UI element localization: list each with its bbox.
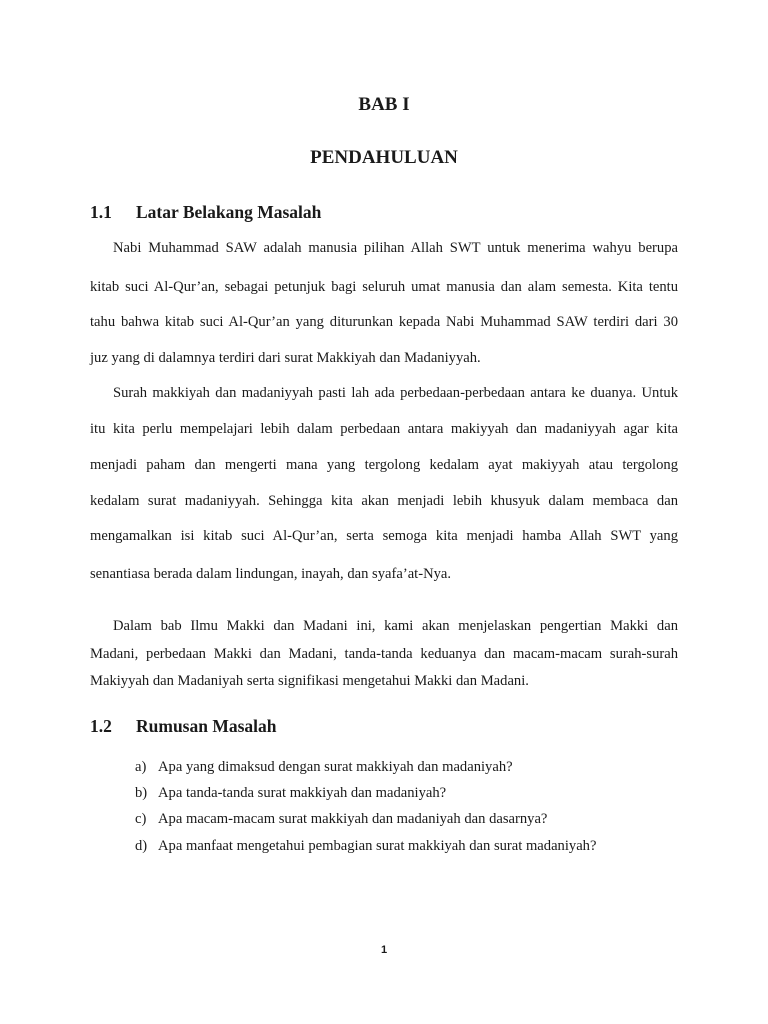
paragraph-line: menjadi paham dan mengerti mana yang tergolong kedalam ayat makiyyah atau tergolong — [90, 457, 678, 473]
paragraph-line: Makiyyah dan Madaniyah serta signifikasi mengetahui Makki dan Madani. — [90, 673, 529, 689]
paragraph-line: kedalam surat madaniyyah. Sehingga kita akan menjadi lebih khusyuk dalam membaca dan — [90, 493, 678, 509]
list-item — [135, 811, 547, 828]
list-marker: a) — [135, 759, 147, 775]
list-marker: d) — [135, 838, 148, 854]
section-heading-latar-belakang — [90, 202, 321, 223]
paragraph-line: mengamalkan isi kitab suci Al-Qur’an, serta semoga kita menjadi hamba Allah SWT yang — [90, 528, 678, 544]
chapter-number: BAB I — [358, 94, 410, 115]
list-text: Apa tanda-tanda surat makkiyah dan madaniyah? — [158, 785, 447, 801]
section-heading-rumusan-masalah — [90, 716, 277, 737]
paragraph-line: itu kita perlu mempelajari lebih dalam perbedaan antara makiyyah dan madaniyyah agar kita — [90, 421, 678, 437]
section-title: Latar Belakang Masalah — [136, 202, 322, 222]
list-text: Apa macam-macam surat makkiyah dan madaniyah dan dasarnya? — [158, 811, 548, 827]
paragraph-line: kitab suci Al-Qur’an, sebagai petunjuk bagi seluruh umat manusia dan alam semesta. Kita tentu — [90, 279, 678, 295]
list-text: Apa yang dimaksud dengan surat makkiyah dan madaniyah? — [158, 759, 513, 775]
section-title: Rumusan Masalah — [136, 716, 277, 736]
list-marker: b) — [135, 785, 148, 801]
section-number: 1.1 — [90, 202, 112, 222]
paragraph-line: Surah makkiyah dan madaniyyah pasti lah ada perbedaan-perbedaan antara ke duanya. Untuk — [113, 385, 678, 401]
list-item — [135, 759, 513, 776]
paragraph-line: Madani, perbedaan Makki dan Madani, tanda-tanda keduanya dan macam-macam surah-surah — [90, 646, 678, 662]
list-marker: c) — [135, 811, 147, 827]
paragraph-line: tahu bahwa kitab suci Al-Qur’an yang diturunkan kepada Nabi Muhammad SAW terdiri dari 30 — [90, 314, 678, 330]
list-text: Apa manfaat mengetahui pembagian surat makkiyah dan surat madaniyah? — [158, 838, 597, 854]
chapter-title: PENDAHULUAN — [310, 147, 458, 168]
paragraph-line: senantiasa berada dalam lindungan, inayah, dan syafa’at-Nya. — [90, 566, 452, 582]
page-number: 1 — [380, 944, 388, 956]
list-item — [135, 785, 446, 802]
paragraph-line: Dalam bab Ilmu Makki dan Madani ini, kami akan menjelaskan pengertian Makki dan — [113, 618, 678, 634]
paragraph-line: Nabi Muhammad SAW adalah manusia pilihan Allah SWT untuk menerima wahyu berupa — [113, 240, 678, 256]
list-item — [135, 838, 596, 855]
paragraph-line: juz yang di dalamnya terdiri dari surat Makkiyah dan Madaniyyah. — [90, 350, 481, 366]
section-number: 1.2 — [90, 716, 112, 736]
